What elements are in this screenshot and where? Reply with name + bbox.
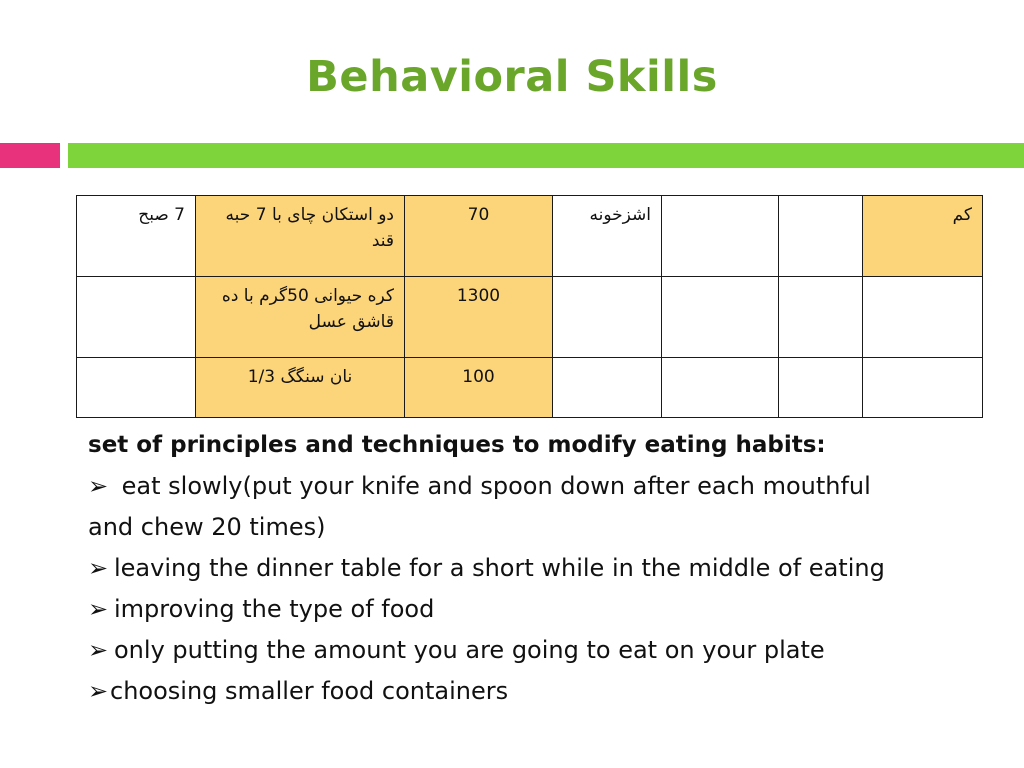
list-item: ➢ only putting the amount you are going to eat on your plate <box>88 630 1008 671</box>
table-cell <box>553 358 662 418</box>
table-cell: کره حیوانی 50گرم با ده قاشق عسل <box>196 277 405 358</box>
accent-bar-pink <box>0 143 60 168</box>
list-item: ➢choosing smaller food containers <box>88 671 1008 712</box>
table-cell <box>863 358 983 418</box>
table-cell <box>662 277 779 358</box>
list-item: ➢ eat slowly(put your knife and spoon down after each mouthful <box>88 466 1008 507</box>
list-item-continuation: and chew 20 times) <box>88 513 326 541</box>
table-cell <box>779 358 863 418</box>
table-cell <box>77 358 196 418</box>
table-cell: 100 <box>405 358 553 418</box>
table-cell <box>77 277 196 358</box>
table-cell <box>863 277 983 358</box>
food-log-table <box>76 195 983 418</box>
table-cell: 70 <box>405 196 553 277</box>
table-cell <box>553 277 662 358</box>
section-heading: set of principles and techniques to modify eating habits: <box>88 432 826 458</box>
slide-title: Behavioral Skills <box>306 52 718 102</box>
arrow-bullet-icon: ➢ <box>88 677 109 705</box>
list-item: ➢ improving the type of food <box>88 589 1008 630</box>
table-cell <box>779 277 863 358</box>
arrow-bullet-icon: ➢ <box>88 554 109 582</box>
arrow-bullet-icon: ➢ <box>88 636 109 664</box>
table-row <box>77 277 983 358</box>
arrow-bullet-icon: ➢ <box>88 595 109 623</box>
table-cell: اشزخونه <box>553 196 662 277</box>
table-cell: 7 صبح <box>77 196 196 277</box>
body-text <box>88 432 1008 712</box>
table-cell: نان سنگگ 1/3 <box>196 358 405 418</box>
table-cell: 1300 <box>405 277 553 358</box>
list-item: ➢ leaving the dinner table for a short while in the middle of eating <box>88 548 1008 589</box>
table-cell <box>662 196 779 277</box>
table-row <box>77 196 983 277</box>
table-cell <box>662 358 779 418</box>
table-cell <box>779 196 863 277</box>
table-cell: کم <box>863 196 983 277</box>
arrow-bullet-icon: ➢ <box>88 472 109 500</box>
accent-bar-green <box>68 143 1024 168</box>
table-cell: دو استکان چای با 7 حبه قند <box>196 196 405 277</box>
table-row <box>77 358 983 418</box>
